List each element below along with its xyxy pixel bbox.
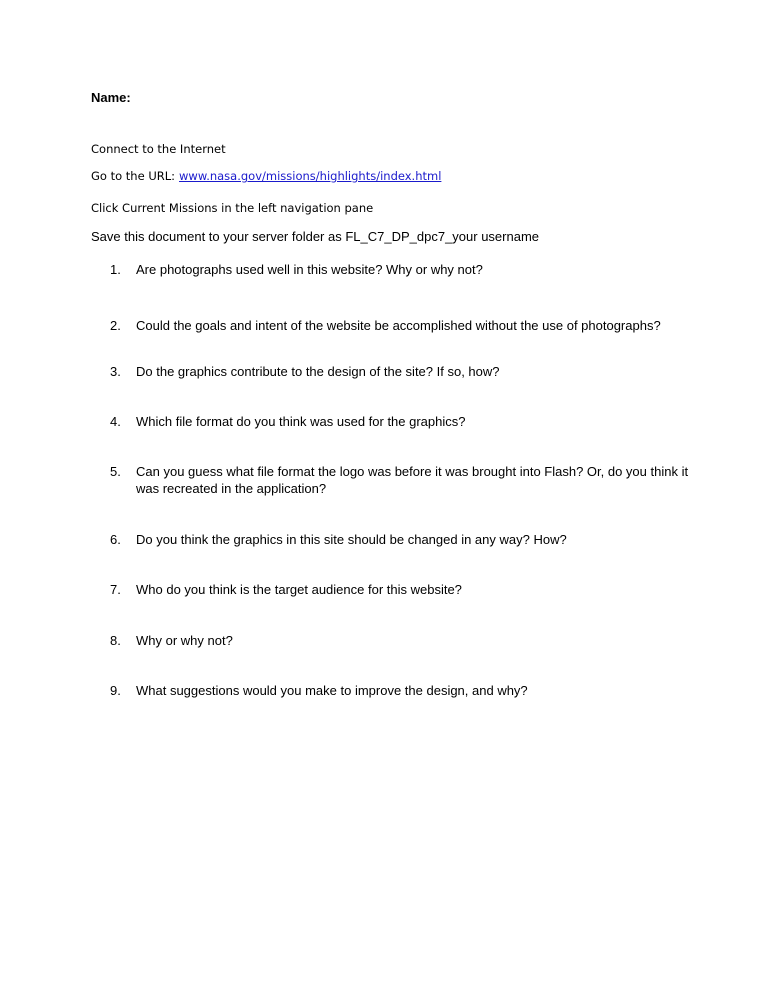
question-text: Do the graphics contribute to the design of the site? If so, how? [136, 364, 500, 379]
question-item [110, 632, 690, 649]
question-text: Are photographs used well in this website? Why or why not? [136, 262, 483, 277]
question-item [110, 317, 690, 334]
instruction-connect: Connect to the Internet [91, 142, 226, 156]
question-item [110, 261, 690, 278]
question-item [110, 682, 690, 699]
question-item [110, 581, 690, 598]
instruction-save: Save this document to your server folder as FL_C7_DP_dpc7_your username [91, 229, 540, 244]
question-number: 2. [110, 318, 121, 333]
question-item [110, 363, 690, 380]
question-text: Why or why not? [136, 633, 233, 648]
instruction-click: Click Current Missions in the left navigation pane [91, 201, 374, 215]
instruction-goto-prefix: Go to the URL: [91, 169, 176, 183]
question-number: 6. [110, 532, 121, 547]
question-number: 5. [110, 464, 121, 479]
question-text: What suggestions would you make to improve the design, and why? [136, 683, 528, 698]
question-number: 4. [110, 414, 121, 429]
question-text: Could the goals and intent of the website be accomplished without the use of photographs? [136, 318, 661, 333]
instruction-goto-url [91, 169, 441, 183]
question-item [110, 413, 690, 430]
question-number: 7. [110, 582, 121, 597]
question-number: 1. [110, 262, 121, 277]
question-text: Who do you think is the target audience for this website? [136, 582, 462, 597]
question-text: Can you guess what file format the logo was before it was brought into Flash? Or, do you think it was recreated in the application? [136, 464, 689, 496]
question-item [110, 531, 690, 548]
nasa-url-link[interactable]: www.nasa.gov/missions/highlights/index.html [179, 169, 442, 183]
question-item [110, 463, 690, 497]
question-number: 9. [110, 683, 121, 698]
question-text: Which file format do you think was used for the graphics? [136, 414, 466, 429]
question-number: 8. [110, 633, 121, 648]
name-label: Name: [91, 90, 131, 105]
question-number: 3. [110, 364, 121, 379]
question-text: Do you think the graphics in this site should be changed in any way? How? [136, 532, 567, 547]
